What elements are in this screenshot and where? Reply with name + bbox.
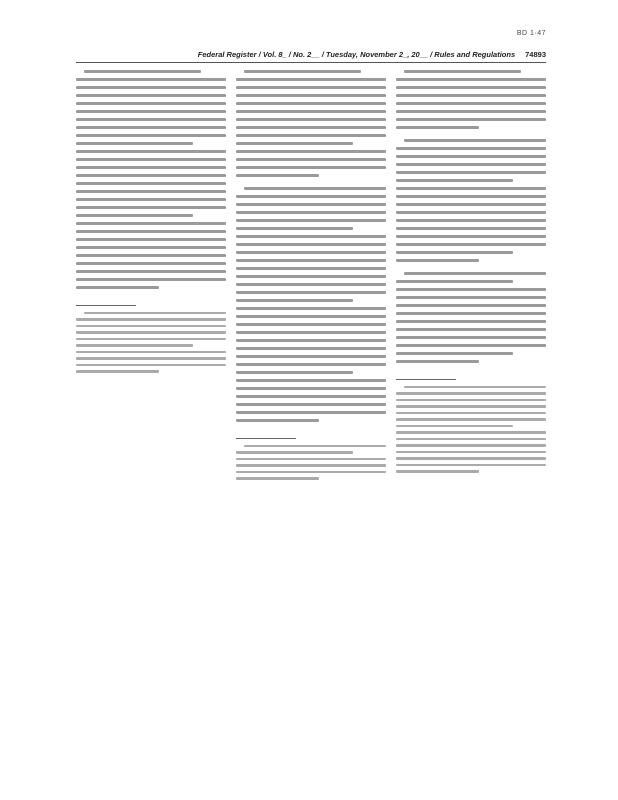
text-line [396,399,546,402]
text-line [236,451,353,454]
text-line [396,470,479,473]
text-line [76,351,226,354]
text-line [76,214,193,217]
text-line [396,126,479,129]
text-line [236,403,386,406]
text-line [396,110,546,113]
text-line [236,458,386,461]
journal-citation: Federal Register / Vol. 8_ / No. 2__ / Tuesday, November 2_, 20__ / Rules and Regulations [197,50,516,59]
text-line [236,86,386,89]
text-line [236,126,386,129]
text-line [404,272,546,275]
text-line [76,198,226,201]
text-line [236,94,386,97]
text-line [236,118,386,121]
text-line [396,352,513,355]
text-line [396,179,513,182]
text-line [76,286,159,289]
text-line [76,174,226,177]
text-line [236,283,386,286]
text-line [236,227,353,230]
text-line [236,211,386,214]
text-line [76,86,226,89]
document-stamp: BD 1·47 [516,30,546,37]
text-line [76,150,226,153]
text-line [236,134,386,137]
text-line [76,254,226,257]
text-line [76,158,226,161]
text-line [76,344,193,347]
text-line [396,312,546,315]
text-line [396,94,546,97]
text-line [236,291,386,294]
text-line [396,78,546,81]
text-line [236,419,319,422]
text-line [76,262,226,265]
text-line [396,102,546,105]
text-line [76,94,226,97]
text-line [396,219,546,222]
text-line [396,457,546,460]
text-line [396,235,546,238]
text-line [84,70,201,73]
text-line [76,206,226,209]
text-line [76,110,226,113]
text-line [236,166,386,169]
text-line [396,243,546,246]
text-line [396,320,546,323]
text-line [396,187,546,190]
text-line [236,387,386,390]
text-line [396,118,546,121]
text-line [236,275,386,278]
text-line [76,134,226,137]
text-line [236,267,386,270]
text-line [396,444,546,447]
text-line [396,155,546,158]
text-line [76,331,226,334]
text-line [244,70,361,73]
text-line [396,392,546,395]
text-line [404,70,521,73]
text-line [236,371,353,374]
text-line [396,451,546,454]
text-line [76,370,159,373]
text-line [236,323,386,326]
text-line [396,86,546,89]
running-head [76,50,546,63]
footnote-rule [236,438,296,439]
text-line [236,331,386,334]
text-line [76,357,226,360]
text-line [396,405,546,408]
text-line [236,150,386,153]
text-line [396,211,546,214]
text-line [396,195,546,198]
text-line [396,171,546,174]
text-line [76,278,226,281]
text-line [236,243,386,246]
text-line [396,328,546,331]
column-3 [396,70,546,760]
text-line [236,203,386,206]
text-line [404,386,546,389]
text-line [396,344,546,347]
text-line [76,364,226,367]
text-line [396,163,546,166]
text-line [396,425,513,428]
text-line [236,379,386,382]
page-number: 74893 [525,50,546,59]
text-line [76,190,226,193]
text-line [396,418,546,421]
text-line [396,336,546,339]
text-line [236,102,386,105]
text-line [236,219,386,222]
text-line [236,142,353,145]
text-line [76,118,226,121]
text-line [396,412,546,415]
text-line [76,126,226,129]
text-line [236,259,386,262]
text-line [76,166,226,169]
text-line [236,78,386,81]
footnote-rule [76,305,136,306]
text-line [236,110,386,113]
text-line [396,304,546,307]
footnote-rule [396,379,456,380]
column-2 [236,70,386,760]
text-line [236,471,386,474]
text-line [396,296,546,299]
text-line [76,270,226,273]
text-line [84,312,226,315]
text-line [76,142,193,145]
text-line [76,318,226,321]
text-line [236,355,386,358]
text-line [236,251,386,254]
text-line [76,182,226,185]
text-line [236,464,386,467]
text-line [396,431,546,434]
text-line [236,174,319,177]
column-1 [76,70,226,760]
text-line [236,195,386,198]
text-line [236,477,319,480]
text-line [396,464,546,467]
text-columns [76,70,546,760]
text-line [396,251,513,254]
text-line [236,307,386,310]
text-line [236,315,386,318]
text-line [244,187,386,190]
text-line [76,238,226,241]
text-line [244,445,386,448]
text-line [396,280,513,283]
text-line [236,363,386,366]
text-line [76,222,226,225]
text-line [236,235,386,238]
text-line [76,102,226,105]
text-line [396,360,479,363]
text-line [396,288,546,291]
text-line [236,411,386,414]
text-line [236,339,386,342]
text-line [396,147,546,150]
text-line [404,139,546,142]
text-line [236,347,386,350]
text-line [396,438,546,441]
text-line [76,325,226,328]
text-line [396,227,546,230]
text-line [236,299,353,302]
text-line [396,203,546,206]
text-line [396,259,479,262]
text-line [76,246,226,249]
text-line [76,230,226,233]
text-line [236,395,386,398]
text-line [76,78,226,81]
text-line [236,158,386,161]
text-line [76,338,226,341]
